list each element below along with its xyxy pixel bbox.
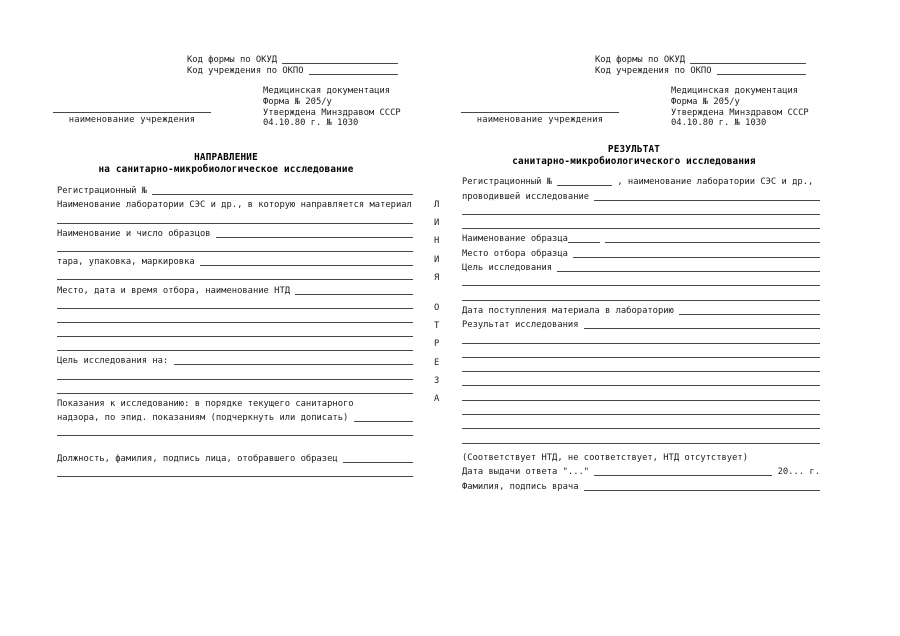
institution-blank-underline	[461, 99, 619, 113]
institution-blank-underline	[53, 99, 211, 113]
field-label: Показания к исследованию: в порядке текущего санитарного	[57, 399, 354, 409]
cut-line-letter: И	[434, 218, 440, 229]
doc-info-line: Утверждена Минздравом СССР	[263, 107, 401, 118]
field-label: (Соответствует НТД, не соответствует, НТД отсутствует)	[462, 452, 748, 463]
form-field-row	[462, 449, 820, 463]
institution-field	[461, 99, 619, 125]
field-label: Цель исследования на:	[57, 356, 174, 367]
blank-write-line	[462, 359, 820, 373]
blank-underline	[462, 385, 820, 386]
form-field-row	[57, 352, 413, 366]
blank-underline	[462, 357, 820, 358]
form-field-row	[462, 463, 820, 477]
blank-underline	[57, 223, 413, 224]
institution-field	[53, 99, 211, 125]
okud-blank-underline	[282, 63, 398, 64]
cut-line-letter: Л	[434, 200, 440, 210]
field-label: Регистрационный №	[462, 177, 558, 188]
blank-underline	[557, 185, 612, 186]
doc-info-line: Медицинская документация	[263, 86, 391, 96]
form-field-row	[462, 302, 820, 316]
blank-underline	[679, 314, 820, 315]
result-page	[408, 0, 858, 636]
blank-write-line	[57, 381, 413, 395]
form-field-row	[57, 409, 413, 423]
form-field-row	[57, 395, 413, 409]
form-field-row	[462, 259, 820, 273]
cut-line-letter: З	[434, 375, 440, 386]
blank-underline	[462, 414, 820, 415]
blank-underline	[462, 343, 820, 344]
cut-line-letter: Р	[434, 339, 440, 350]
field-label: Должность, фамилия, подпись лица, отобравшего образец	[57, 453, 343, 464]
blank-write-line	[462, 273, 820, 287]
field-label: тара, упаковка, маркировка	[57, 257, 200, 268]
okpo-blank-underline	[309, 74, 398, 75]
field-label: Цель исследования	[462, 263, 558, 274]
okpo-label: Код учреждения по ОКПО	[595, 66, 717, 76]
blank-write-line	[57, 423, 413, 437]
doc-info-line: 04.10.80 г. № 1030	[671, 118, 767, 129]
blank-underline	[57, 251, 413, 252]
cut-line-letter: Н	[434, 236, 440, 247]
blank-underline	[557, 271, 820, 272]
blank-underline	[462, 371, 820, 372]
field-label: Место, дата и время отбора, наименование НТД	[57, 285, 296, 296]
okud-blank-underline	[690, 63, 806, 64]
form-field-row	[57, 253, 413, 267]
doc-approval-block	[671, 86, 809, 129]
form-title-line2: санитарно-микробиологического исследования	[512, 155, 756, 167]
okpo-code-row	[187, 65, 398, 77]
blank-write-line	[462, 387, 820, 401]
form-fields	[57, 182, 413, 478]
form-field-row	[462, 316, 820, 330]
blank-underline	[462, 300, 820, 301]
cut-line-letter: Т	[434, 321, 440, 332]
blank-write-line	[57, 366, 413, 380]
blank-write-line	[462, 330, 820, 344]
okud-label: Код формы по ОКУД	[187, 54, 283, 65]
form-title-line2: на санитарно-микробиологическое исследование	[98, 163, 354, 175]
okud-label: Код формы по ОКУД	[595, 54, 691, 65]
blank-write-line	[462, 402, 820, 416]
blank-write-line	[57, 210, 413, 224]
field-label: проводившей исследование	[462, 191, 595, 202]
okud-code-row	[595, 53, 806, 65]
okpo-blank-underline	[717, 74, 806, 75]
field-label: Регистрационный №	[57, 186, 153, 197]
blank-underline	[57, 350, 413, 351]
form-field-row	[57, 449, 413, 463]
field-label: Наименование и число образцов	[57, 228, 216, 239]
blank-write-line	[462, 202, 820, 216]
blank-write-line	[57, 267, 413, 281]
blank-write-line	[462, 287, 820, 301]
blank-underline	[573, 257, 820, 258]
blank-write-line	[57, 464, 413, 478]
blank-underline	[584, 328, 820, 329]
blank-underline	[462, 214, 820, 215]
cut-line-letter: О	[434, 302, 440, 313]
blank-underline	[57, 308, 413, 309]
form-field-row	[57, 196, 413, 210]
field-label: Дата выдачи ответа "..."	[462, 467, 595, 478]
doc-info-line: Медицинская документация	[671, 86, 799, 96]
form-field-row	[462, 230, 820, 244]
blank-write-line	[462, 373, 820, 387]
form-codes-block	[595, 53, 806, 76]
blank-underline	[462, 228, 820, 229]
doc-info-line: Утверждена Минздравом СССР	[671, 107, 809, 118]
form-title	[40, 152, 412, 175]
form-codes-block	[187, 53, 398, 76]
blank-underline	[594, 200, 820, 201]
field-label: Место отбора образца	[462, 248, 574, 259]
blank-underline	[462, 443, 820, 444]
blank-underline	[57, 476, 413, 477]
blank-underline	[605, 242, 820, 243]
form-field-row	[57, 281, 413, 295]
blank-underline	[462, 428, 820, 429]
cut-line-letter: И	[434, 254, 440, 265]
blank-write-line	[57, 338, 413, 352]
field-label: надзора, по эпид. показаниям (подчеркнуть или дописать)	[57, 413, 354, 424]
institution-caption: наименование учреждения	[476, 115, 604, 125]
doc-approval-block	[263, 86, 401, 129]
form-field-row	[462, 187, 820, 201]
form-field-row	[57, 182, 413, 196]
field-label: Фамилия, подпись врача	[462, 481, 584, 492]
okpo-code-row	[595, 65, 806, 77]
field-label: Результат исследования	[462, 320, 584, 331]
blank-underline	[174, 364, 413, 365]
blank-underline	[594, 475, 772, 476]
okud-code-row	[187, 53, 398, 65]
blank-underline	[462, 400, 820, 401]
blank-underline	[295, 294, 413, 295]
form-field-row	[462, 244, 820, 258]
blank-write-line	[57, 310, 413, 324]
blank-underline	[343, 462, 413, 463]
blank-write-line	[462, 430, 820, 444]
field-label: , наименование лаборатории СЭС и др.,	[617, 177, 814, 188]
field-label: Наименование образца	[462, 234, 568, 245]
cut-line-letters	[434, 200, 439, 412]
blank-underline	[57, 435, 413, 436]
blank-write-line	[57, 324, 413, 338]
okpo-label: Код учреждения по ОКПО	[187, 66, 309, 76]
cut-line-letter: Е	[434, 357, 440, 368]
form-title-line1: РЕЗУЛЬТАТ	[607, 144, 661, 155]
blank-underline	[584, 490, 820, 491]
blank-underline	[57, 379, 413, 380]
doc-info-line: 04.10.80 г. № 1030	[263, 118, 359, 129]
blank-underline	[152, 194, 413, 195]
blank-write-line	[462, 216, 820, 230]
blank-underline	[57, 279, 413, 280]
field-label-tail: 20... г.	[772, 467, 820, 478]
institution-caption: наименование учреждения	[68, 115, 196, 125]
blank-underline	[568, 242, 600, 243]
blank-write-line	[462, 345, 820, 359]
blank-write-line	[57, 239, 413, 253]
doc-info-line: Форма № 205/у	[263, 96, 332, 107]
form-field-row	[462, 173, 820, 187]
form-fields	[462, 173, 820, 492]
blank-underline	[216, 237, 413, 238]
field-label: Дата поступления материала в лабораторию	[462, 305, 680, 316]
cut-line-letter: А	[434, 393, 440, 404]
blank-underline	[57, 393, 413, 394]
doc-info-line: Форма № 205/у	[671, 96, 740, 107]
form-title-line1: НАПРАВЛЕНИЕ	[194, 152, 258, 163]
field-label: Наименование лаборатории СЭС и др., в которую направляется материал	[57, 200, 412, 211]
blank-underline	[57, 322, 413, 323]
cut-line-letter: Я	[434, 272, 440, 283]
form-field-row	[462, 477, 820, 491]
blank-underline	[200, 265, 413, 266]
blank-write-line	[462, 416, 820, 430]
blank-underline	[354, 421, 413, 422]
form-title	[448, 144, 820, 167]
blank-underline	[462, 285, 820, 286]
blank-underline	[57, 336, 413, 337]
form-field-row	[57, 225, 413, 239]
blank-write-line	[57, 296, 413, 310]
